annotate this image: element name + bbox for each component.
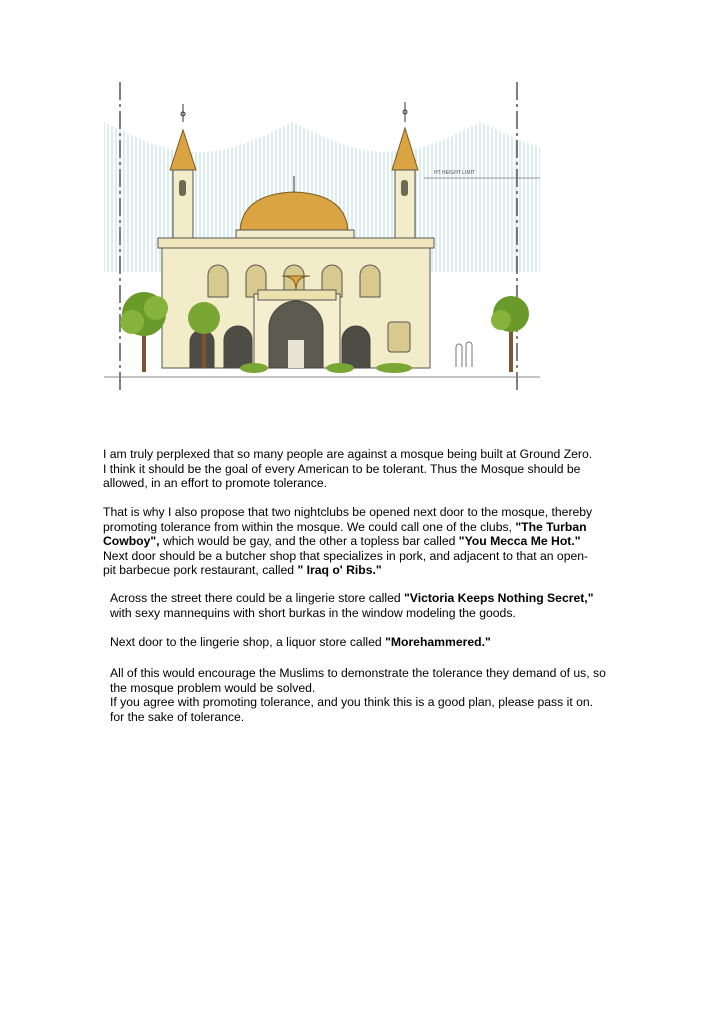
text-line: the mosque problem would be solved. <box>110 680 316 695</box>
text-run: Across the street there could be a lingerie store called <box>110 591 405 605</box>
mosque-illustration <box>104 82 540 392</box>
paragraph-lingerie <box>110 591 605 620</box>
text-line <box>110 591 605 606</box>
text-run: Next door to the lingerie shop, a liquor store called <box>110 635 386 649</box>
bar-name-bold: "You Mecca Me Hot." <box>458 534 581 548</box>
paragraph-nightclubs <box>103 505 598 578</box>
text-run: promoting tolerance from within the mosque. We could call one of the clubs, <box>103 519 516 534</box>
text-line <box>103 534 598 549</box>
club-name-bold: Cowboy", <box>103 534 160 548</box>
height-note: HT HEIGHT LIMIT <box>434 170 475 176</box>
text-line: Next door should be a butcher shop that specializes in pork, and adjacent to that an open- <box>103 548 589 563</box>
text-line <box>110 635 605 650</box>
store-name-bold: "Victoria Keeps Nothing Secret," <box>404 591 594 605</box>
paragraph-intro <box>103 447 603 491</box>
store-name-bold: "Morehammered." <box>385 635 491 649</box>
paragraph-liquor <box>110 635 605 650</box>
text-line: with sexy mannequins with short burkas in the window modeling the goods. <box>110 605 516 620</box>
text-line: for the sake of tolerance. <box>110 709 245 724</box>
text-run: which would be gay, and the other a topless bar called <box>159 534 459 548</box>
text-line: I am truly perplexed that so many people are against a mosque being built at Ground Zero. <box>103 447 593 461</box>
text-line <box>103 520 598 535</box>
text-line: That is why I also propose that two nightclubs be opened next door to the mosque, thereby <box>103 505 593 519</box>
text-line <box>103 563 598 578</box>
mosque-drawing <box>104 82 540 392</box>
text-line: allowed, in an effort to promote tolerance. <box>103 476 328 490</box>
text-line: If you agree with promoting tolerance, and you think this is a good plan, please pass it on. <box>110 695 594 709</box>
text-line: I think it should be the goal of every American to be tolerant. Thus the Mosque should be <box>103 461 581 476</box>
text-line: All of this would encourage the Muslims to demonstrate the tolerance they demand of us, so <box>110 666 606 680</box>
restaurant-name-bold: " Iraq o' Ribs." <box>297 563 382 577</box>
paragraph-conclusion <box>110 666 610 724</box>
club-name-bold: "The Turban <box>515 519 587 534</box>
text-run: pit barbecue pork restaurant, called <box>103 563 298 577</box>
